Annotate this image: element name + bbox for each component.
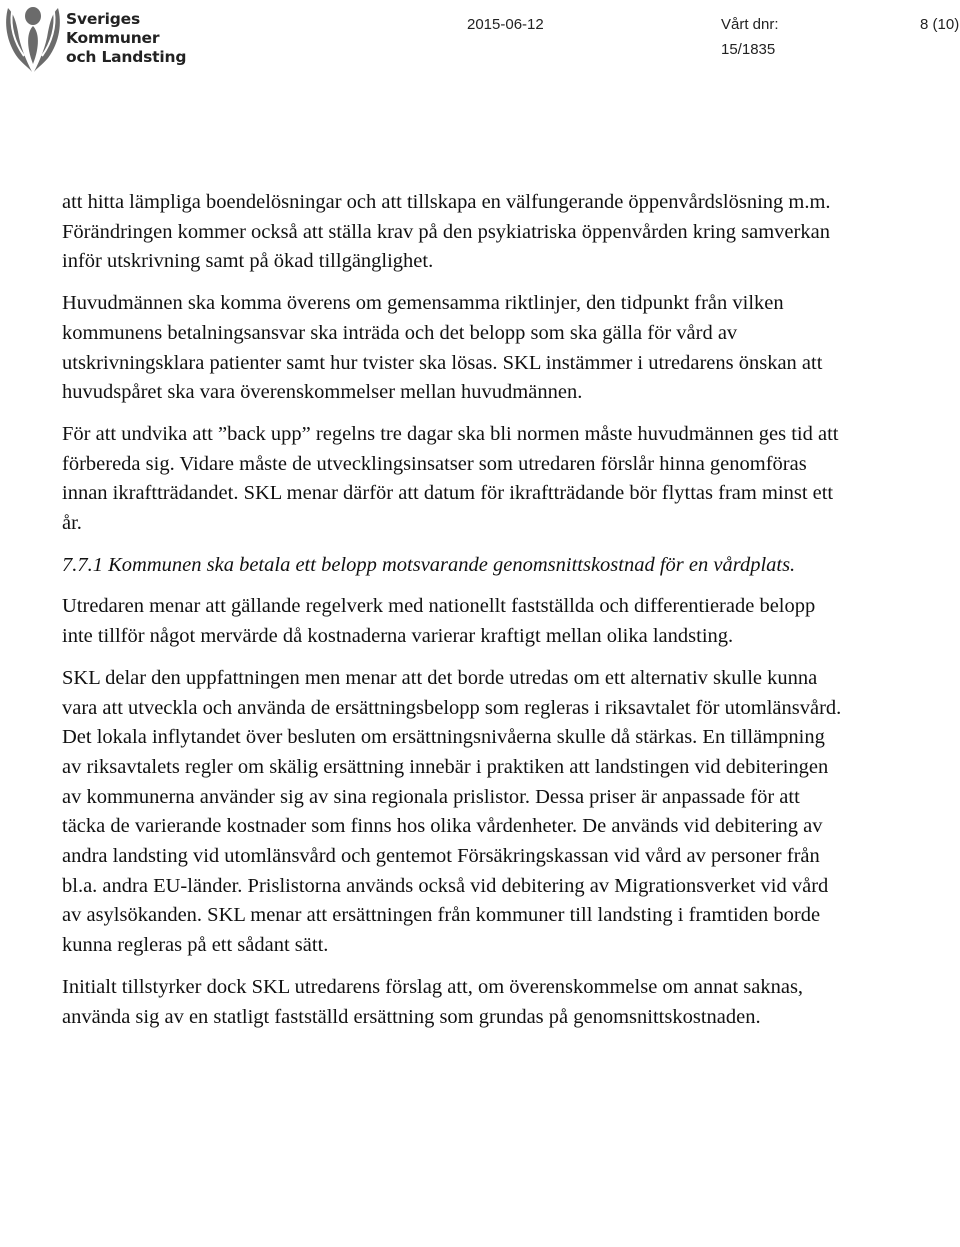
document-date: 2015-06-12 — [467, 16, 544, 33]
skl-emblem-icon — [2, 2, 64, 74]
body-paragraph: Initialt tillstyrker dock SKL utredarens förslag att, om överenskommelse om annat saknas, använda sig av en statligt fastställd ersättning som grundas på genomsnittskostnaden. — [62, 975, 804, 1028]
page-header — [0, 0, 960, 80]
logo-line: och Landsting — [66, 48, 187, 66]
logo-line: Sveriges — [66, 10, 140, 28]
body-paragraph: SKL delar den uppfattningen men menar att det borde utredas om ett alternativ skulle kunna vara att utveckla och använda de ersättningsbelopp som regleras i riksavtalet för utomlänsvård. Det lokala inflytandet över besluten om ersättningsnivåerna skulle då stärkas. En tillämpning av riksavtalets regler om skälig ersättning innebär i praktiken att landstingen vid debiteringen av kommunerna använder sig av sina regionala prislistor. Dessa priser är anpassade för att täcka de varierande kostnader som finns hos olika vårdenheter. De används vid debitering av andra landsting vid utomlänsvård och gentemot Försäkringskassan vid vård av personer från bl.a. andra EU-länder. Prislistorna används också vid debitering av Migrationsverket vid vård av asylsökanden. SKL menar att ersättningen från kommuner till landsting i framtiden borde kunna regleras på ett sådant sätt. — [62, 666, 842, 957]
reference-number-label: Vårt dnr: — [721, 16, 779, 33]
section-heading: 7.7.1 Kommunen ska betala ett belopp motsvarande genomsnittskostnad för en vårdplats. — [62, 553, 796, 576]
reference-number-value: 15/1835 — [721, 41, 776, 58]
logo-wordmark — [66, 10, 186, 67]
body-paragraph: Huvudmännen ska komma överens om gemensamma riktlinjer, den tidpunkt från vilken kommunens betalningsansvar ska inträda och det belopp som ska gälla för vård av utskrivningsklara patienter samt hur tvister ska lösas. SKL instämmer i utredarens önskan att huvudspåret ska vara överenskommelser mellan huvudmännen. — [62, 292, 823, 404]
skl-logo — [2, 2, 187, 72]
body-paragraph: att hitta lämpliga boendelösningar och att tillskapa en välfungerande öppenvårdslösning m.m. Förändringen kommer också att ställa krav på den psykiatriska öppenvården kring samverkan inför utskrivning samt på ökad tillgänglighet. — [62, 191, 831, 273]
body-paragraph: Utredaren menar att gällande regelverk med nationellt fastställda och differentierade belopp inte tillför något mervärde då kostnaderna varierar kraftigt mellan olika landsting. — [62, 595, 816, 648]
document-body — [62, 188, 842, 1032]
body-paragraph: För att undvika att ”back upp” regelns tre dagar ska bli normen måste huvudmännen ges tid att förbereda sig. Vidare måste de utvecklingsinsatser som utredaren förslår hinna genomföras innan ikraftträdandet. SKL menar därför att datum för ikraftträdande bör flyttas fram minst ett år. — [62, 422, 839, 535]
logo-line: Kommuner — [66, 29, 160, 47]
page-number: 8 (10) — [920, 16, 960, 33]
